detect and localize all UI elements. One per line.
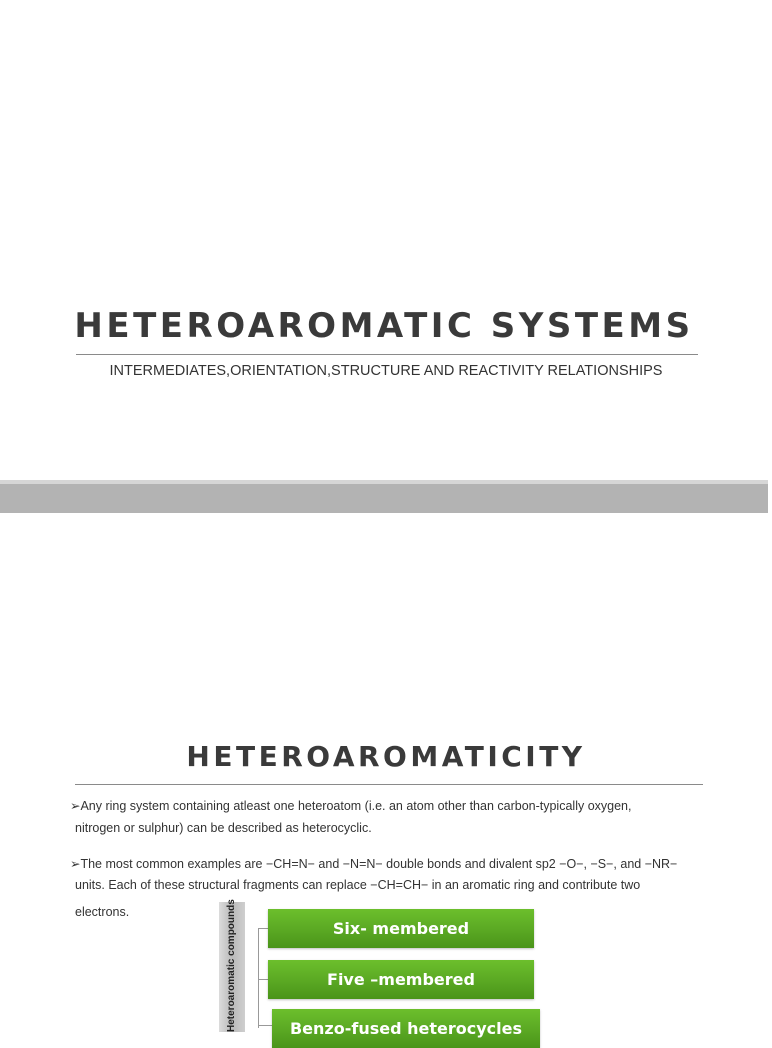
content-slide <box>0 513 768 1038</box>
title-divider <box>75 784 703 785</box>
slide-title: HETEROAROMATIC SYSTEMS <box>74 306 694 346</box>
slide-separator <box>0 480 768 513</box>
diagram-box-six-membered: Six- membered <box>268 909 534 948</box>
diagram-box-five-membered: Five –membered <box>268 960 534 999</box>
diagram-box-benzo-fused: Benzo-fused heterocycles <box>272 1009 540 1048</box>
title-divider <box>76 354 698 355</box>
text-line: ➢Any ring system containing atleast one heteroatom (i.e. an atom other than carbon-typically oxygen, <box>70 799 632 813</box>
diagram-category-label: Heteroaromatic compounds <box>226 899 237 1032</box>
text-line: units. Each of these structural fragments can replace −CH=CH− in an aromatic ring and contribute two <box>75 878 641 892</box>
text-line: ➢The most common examples are −CH=N− and −N=N− double bonds and divalent sp2 −O−, −S−, and −NR− <box>70 857 678 871</box>
text-line: electrons. <box>75 905 130 919</box>
text-line: nitrogen or sulphur) can be described as heterocyclic. <box>75 821 372 835</box>
slide-title: HETEROAROMATICITY <box>186 740 586 773</box>
diagram-connector <box>258 928 259 1028</box>
diagram-category-bar <box>219 899 245 1032</box>
title-slide <box>0 0 768 480</box>
bullet-paragraph-1 <box>70 798 710 835</box>
slide-subtitle: INTERMEDIATES,ORIENTATION,STRUCTURE AND REACTIVITY RELATIONSHIPS <box>109 363 663 379</box>
